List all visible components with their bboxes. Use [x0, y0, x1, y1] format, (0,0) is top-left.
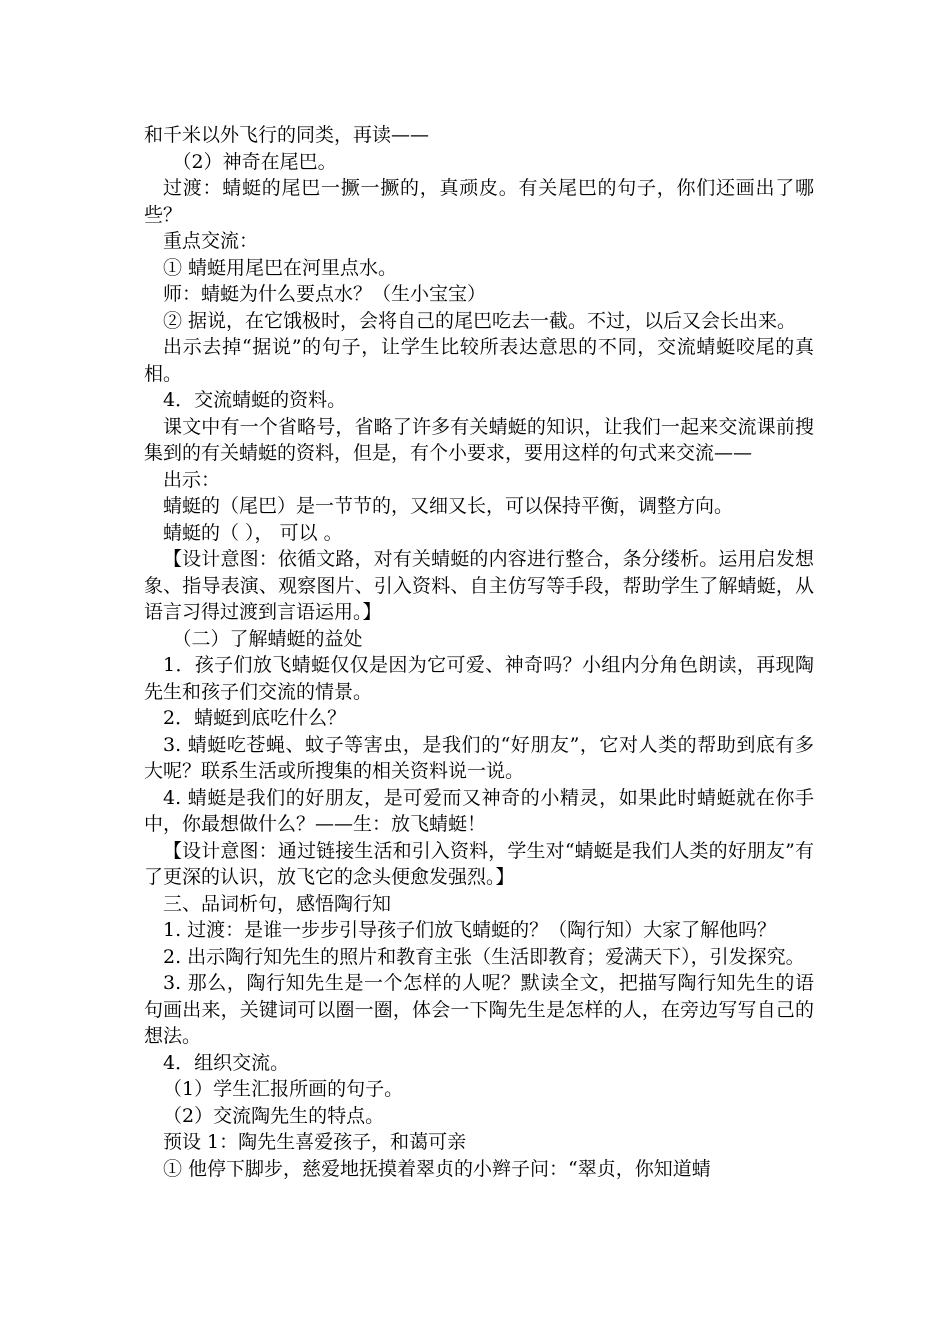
paragraph: 出示：	[163, 468, 221, 491]
design-intent-note: 【设计意图：通过链接生活和引入资料，学生对“蜻蜓是我们人类的好朋友”有了更深的认识，放飞它的念头便愈发强烈。】	[144, 839, 814, 888]
paragraph: 2．蜻蜓到底吃什么？	[163, 707, 347, 729]
paragraph: 3. 那么，陶行知先生是一个怎样的人呢？默读全文，把描写陶行知先生的语句画出来，关键词可以圈一圈，体会一下陶先生是怎样的人，在旁边写写自己的想法。	[144, 972, 814, 1047]
paragraph: ② 据说，在它饿极时，会将自己的尾巴吃去一截。不过，以后又会长出来。	[163, 309, 797, 332]
paragraph: 和千米以外飞行的同类，再读——	[144, 124, 430, 146]
paragraph: 蜻蜓的（ ）， 可以 。	[163, 521, 343, 544]
paragraph: （2）交流陶先生的特点。	[163, 1104, 385, 1127]
paragraph: （1）学生汇报所画的句子。	[163, 1078, 404, 1100]
document-body	[144, 122, 814, 1182]
paragraph: 4．交流蜻蜓的资料。	[163, 389, 347, 411]
paragraph: 师：蜻蜓为什么要点水？（生小宝宝）	[163, 283, 487, 305]
section-heading: 三、品词析句，感悟陶行知	[163, 892, 392, 915]
paragraph: 出示去掉“据说”的句子，让学生比较所表达意思的不同，交流蜻蜓咬尾的真相。	[144, 336, 814, 385]
paragraph: 过渡：蜻蜓的尾巴一撅一撅的，真顽皮。有关尾巴的句子，你们还画出了哪些？	[144, 177, 814, 226]
paragraph: 1. 过渡：是谁一步步引导孩子们放飞蜻蜓的？（陶行知）大家了解他吗？	[163, 919, 777, 941]
paragraph: 重点交流：	[163, 230, 259, 252]
paragraph: 2. 出示陶行知先生的照片和教育主张（生活即教育；爱满天下），引发探究。	[163, 945, 805, 968]
design-intent-note: 【设计意图：依循文路，对有关蜻蜓的内容进行整合，条分缕析。运用启发想象、指导表演、观察图片、引入资料、自主仿写等手段，帮助学生了解蜻蜓，从语言习得过渡到言语运用。】	[144, 548, 814, 623]
paragraph: 预设 1：陶先生喜爱孩子，和蔼可亲	[163, 1131, 467, 1153]
paragraph: 蜻蜓的（尾巴）是一节节的，又细又长，可以保持平衡，调整方向。	[163, 495, 734, 517]
paragraph: ① 蜻蜓用尾巴在河里点水。	[163, 256, 398, 279]
paragraph: 3. 蜻蜓吃苍蝇、蚊子等害虫，是我们的“好朋友”，它对人类的帮助到底有多大呢？联系生活或所搜集的相关资料说一说。	[144, 733, 814, 782]
paragraph: 课文中有一个省略号，省略了许多有关蜻蜓的知识，让我们一起来交流课前搜集到的有关蜻蜓的资料，但是，有个小要求，要用这样的句式来交流——	[144, 415, 814, 464]
paragraph: （2）神奇在尾巴。	[172, 150, 337, 173]
paragraph: 4. 蜻蜓是我们的好朋友，是可爱而又神奇的小精灵，如果此时蜻蜓就在你手中，你最想做什么？——生：放飞蜻蜓！	[144, 786, 814, 835]
paragraph: ① 他停下脚步，慈爱地抚摸着翠贞的小辫子问：“翠贞，你知道蜻	[163, 1157, 711, 1180]
paragraph: 4．组织交流。	[163, 1051, 290, 1074]
paragraph: 1．孩子们放飞蜻蜓仅仅是因为它可爱、神奇吗？小组内分角色朗读，再现陶先生和孩子们交流的情景。	[144, 654, 814, 703]
section-heading: （二）了解蜻蜓的益处	[172, 627, 363, 650]
